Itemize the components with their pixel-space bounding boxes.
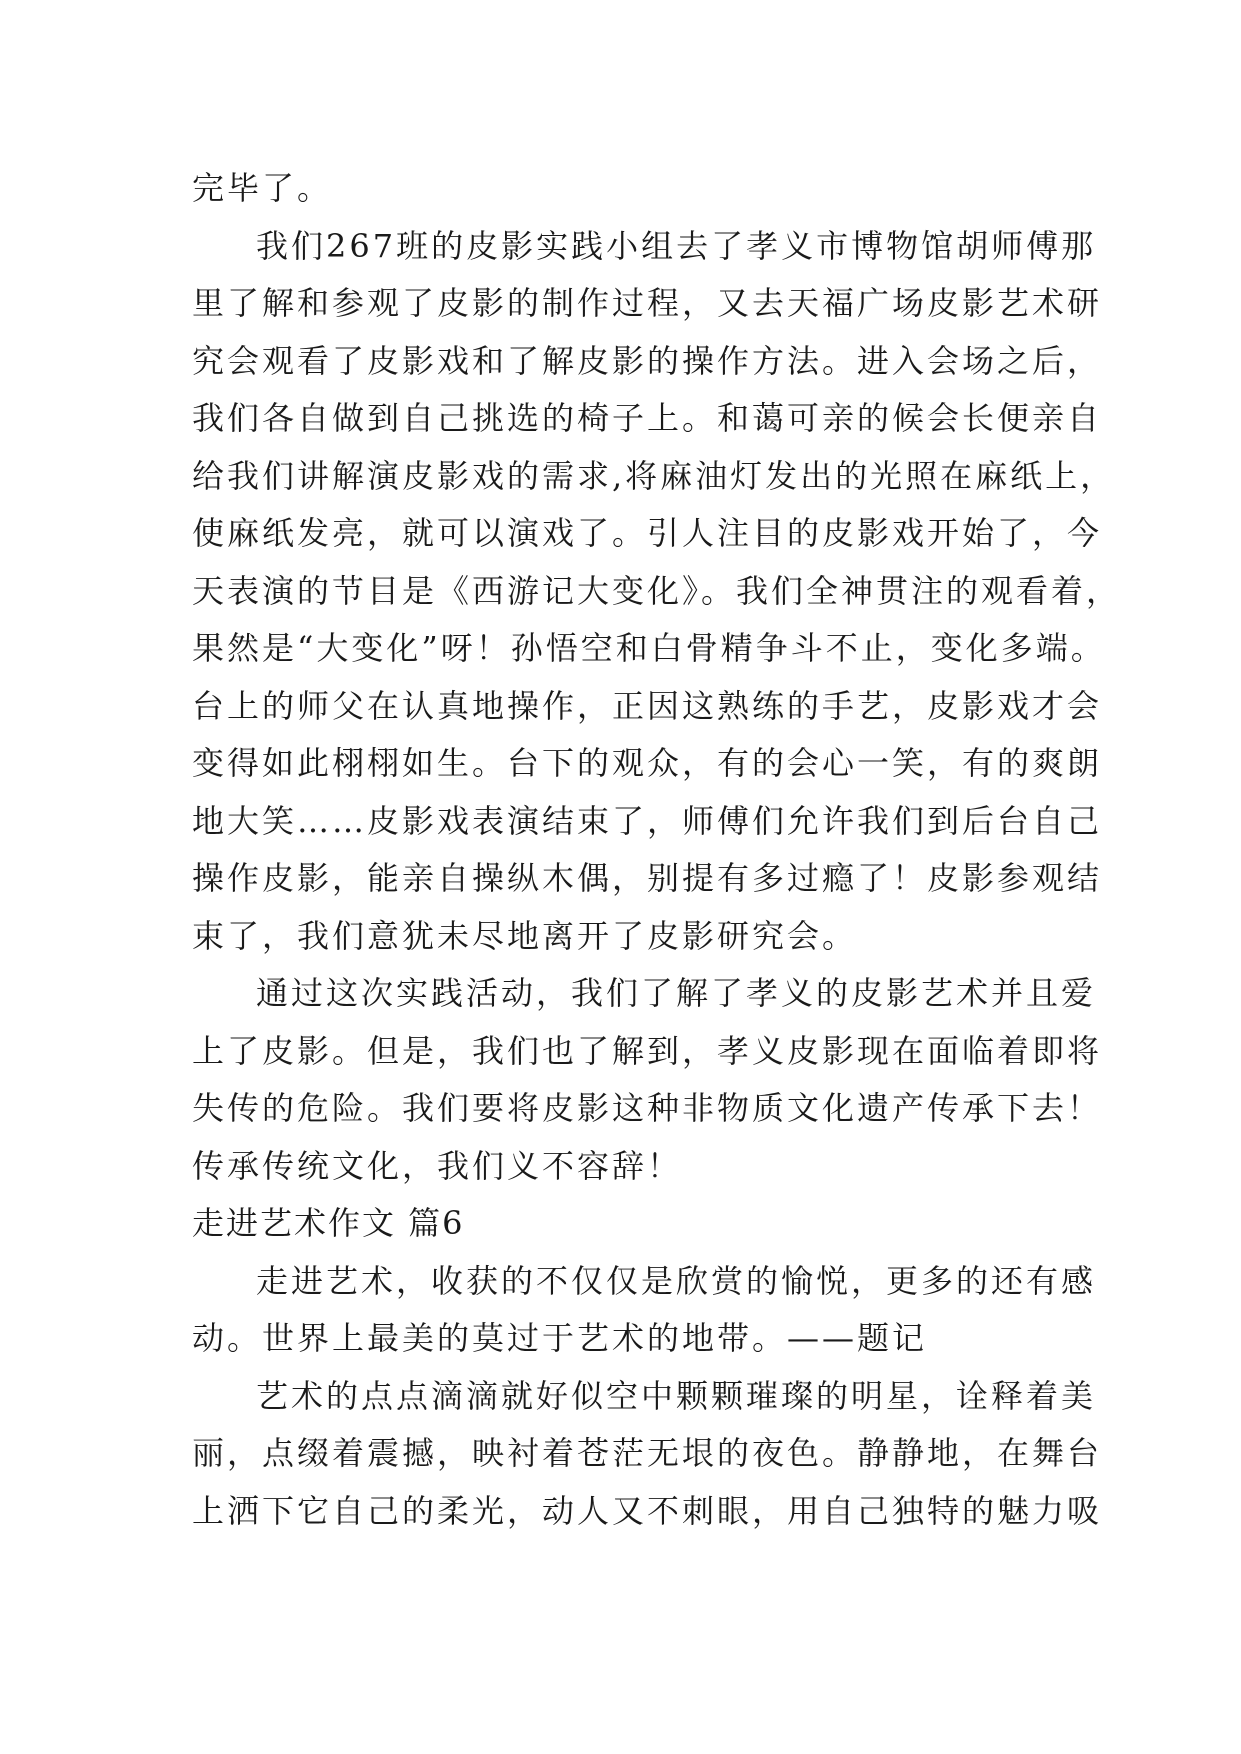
paragraph-line: 果然是“大变化”呀！孙悟空和白骨精争斗不止，变化多端。 bbox=[192, 629, 1106, 667]
paragraph-line: 束了，我们意犹未尽地离开了皮影研究会。 bbox=[192, 916, 858, 955]
paragraph-line: 我们各自做到自己挑选的椅子上。和蔼可亲的候会长便亲自 bbox=[192, 399, 1103, 437]
paragraph-line: 完毕了。 bbox=[192, 169, 333, 207]
paragraph-line: 究会观看了皮影戏和了解皮影的操作方法。进入会场之后， bbox=[192, 341, 1103, 380]
paragraph-line: 传承传统文化，我们义不容辞！ bbox=[192, 1146, 683, 1185]
paragraph-line: 地大笑……皮影戏表演结束了，师傅们允许我们到后台自己 bbox=[192, 801, 1103, 840]
paragraph-line: 变得如此栩栩如生。台下的观众，有的会心一笑，有的爽朗 bbox=[192, 744, 1103, 782]
section-heading: 走进艺术作文 篇6 bbox=[192, 1204, 465, 1242]
paragraph-line: 台上的师父在认真地操作，正因这熟练的手艺，皮影戏才会 bbox=[192, 686, 1103, 725]
paragraph-line: 操作皮影，能亲自操纵木偶，别提有多过瘾了！皮影参观结 bbox=[192, 859, 1103, 897]
paragraph-line: 艺术的点点滴滴就好似空中颗颗璀璨的明星，诠释着美 bbox=[256, 1376, 1097, 1415]
paragraph-line: 使麻纸发亮，就可以演戏了。引人注目的皮影戏开始了，今 bbox=[192, 514, 1103, 552]
paragraph-line: 失传的危险。我们要将皮影这种非物质文化遗产传承下去！ bbox=[192, 1089, 1103, 1127]
paragraph-line: 上洒下它自己的柔光，动人又不刺眼，用自己独特的魅力吸 bbox=[192, 1491, 1103, 1530]
paragraph-line: 通过这次实践活动，我们了解了孝义的皮影艺术并且爱 bbox=[256, 974, 1097, 1012]
paragraph-line: 走进艺术，收获的不仅仅是欣赏的愉悦，更多的还有感 bbox=[256, 1261, 1097, 1300]
paragraph-line: 里了解和参观了皮影的制作过程，又去天福广场皮影艺术研 bbox=[192, 284, 1103, 322]
paragraph-line: 上了皮影。但是，我们也了解到，孝义皮影现在面临着即将 bbox=[192, 1031, 1103, 1070]
paragraph-line: 动。世界上最美的莫过于艺术的地带。——题记 bbox=[192, 1319, 928, 1357]
paragraph-line: 丽，点缀着震撼，映衬着苍茫无垠的夜色。静静地，在舞台 bbox=[192, 1434, 1103, 1472]
paragraph-line: 我们267班的皮影实践小组去了孝义市博物馆胡师傅那 bbox=[256, 226, 1097, 265]
paragraph-line: 给我们讲解演皮影戏的需求,将麻油灯发出的光照在麻纸上， bbox=[192, 456, 1116, 495]
essay-body bbox=[192, 160, 1122, 1540]
paragraph-line: 天表演的节目是《西游记大变化》。我们全神贯注的观看着， bbox=[192, 571, 1122, 610]
